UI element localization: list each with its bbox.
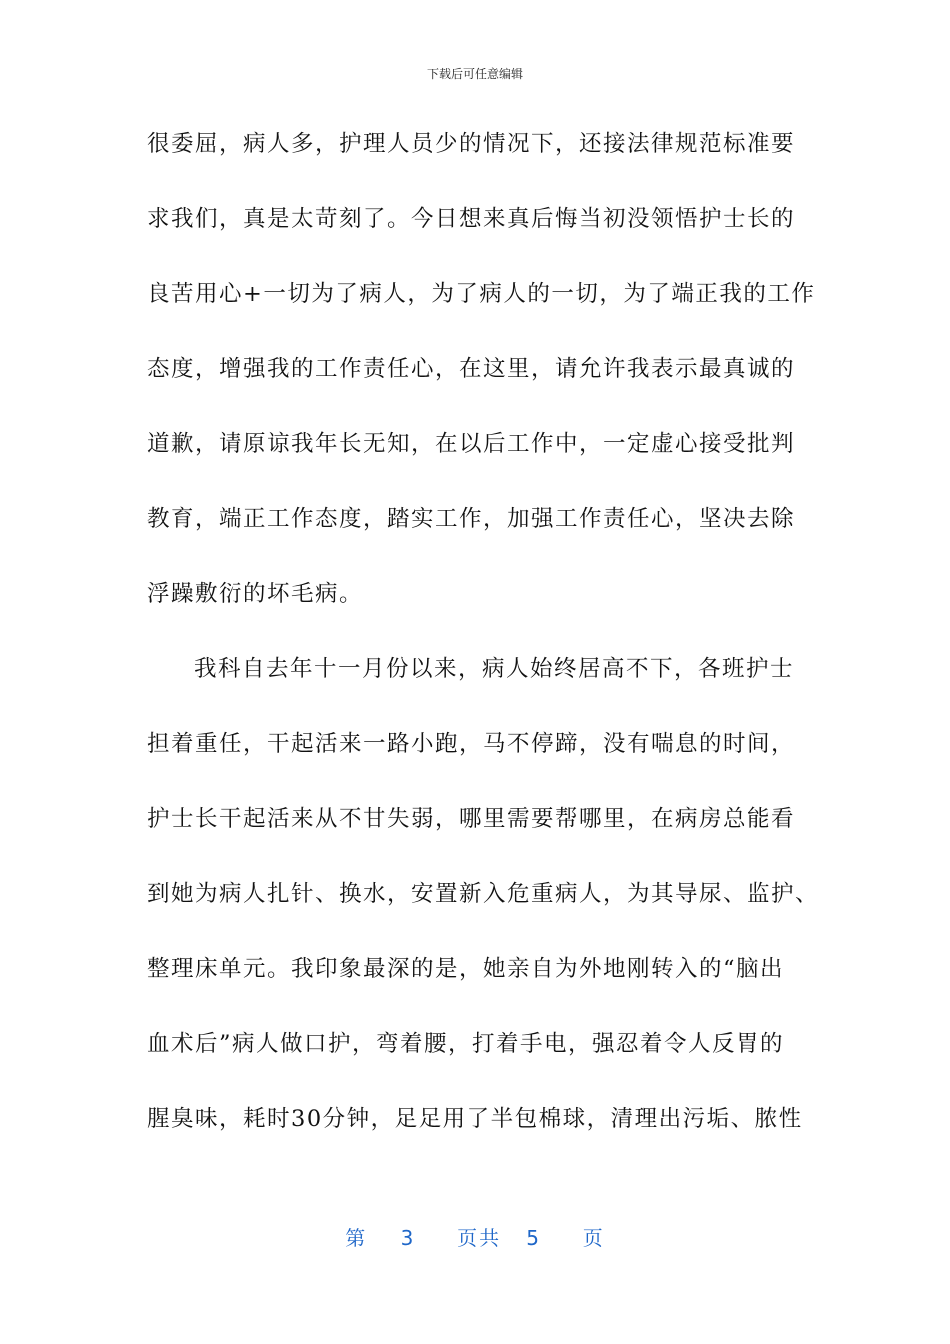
text-line: 整理床单元。我印象最深的是，她亲自为外地刚转入的“脑出 xyxy=(147,956,785,982)
total-page-number: 5 xyxy=(526,1226,541,1250)
text-line: 血术后”病人做口护，弯着腰，打着手电，强忍着令人反胃的 xyxy=(147,1031,785,1057)
document-body xyxy=(147,124,820,1174)
footer-middle: 页共 xyxy=(457,1226,502,1250)
text-line: 护士长干起活来从不甘失弱，哪里需要帮哪里，在病房总能看 xyxy=(147,806,796,832)
text-line: 教育，端正工作态度，踏实工作，加强工作责任心，坚决去除 xyxy=(147,506,796,532)
paragraph-first-line: 我科自去年十一月份以来，病人始终居高不下，各班护士 xyxy=(194,656,795,682)
text-line: 道歉，请原谅我年长无知，在以后工作中，一定虚心接受批判 xyxy=(147,431,796,457)
text-line: 浮躁敷衍的坏毛病。 xyxy=(147,581,364,607)
footer-prefix: 第 xyxy=(345,1226,368,1250)
current-page-number: 3 xyxy=(400,1226,416,1250)
page-footer xyxy=(0,1224,950,1252)
text-line: 很委屈，病人多，护理人员少的情况下，还接法律规范标准要 xyxy=(147,131,796,157)
text-line: 态度，增强我的工作责任心，在这里，请允许我表示最真诚的 xyxy=(147,356,796,382)
text-line: 求我们，真是太苛刻了。今日想来真后悔当初没领悟护士长的 xyxy=(147,206,796,232)
text-line: 到她为病人扎针、换水，安置新入危重病人，为其导尿、监护、 xyxy=(147,881,820,907)
footer-suffix: 页 xyxy=(582,1226,605,1250)
text-line: 担着重任，干起活来一路小跑，马不停蹄，没有喘息的时间， xyxy=(147,731,796,757)
text-line: 良苦用心+一切为了病人，为了病人的一切，为了端正我的工作 xyxy=(147,281,816,307)
page-header: 下载后可任意编辑 xyxy=(426,67,523,81)
text-line: 腥臭味，耗时30分钟，足足用了半包棉球，清理出污垢、脓性 xyxy=(147,1106,803,1132)
